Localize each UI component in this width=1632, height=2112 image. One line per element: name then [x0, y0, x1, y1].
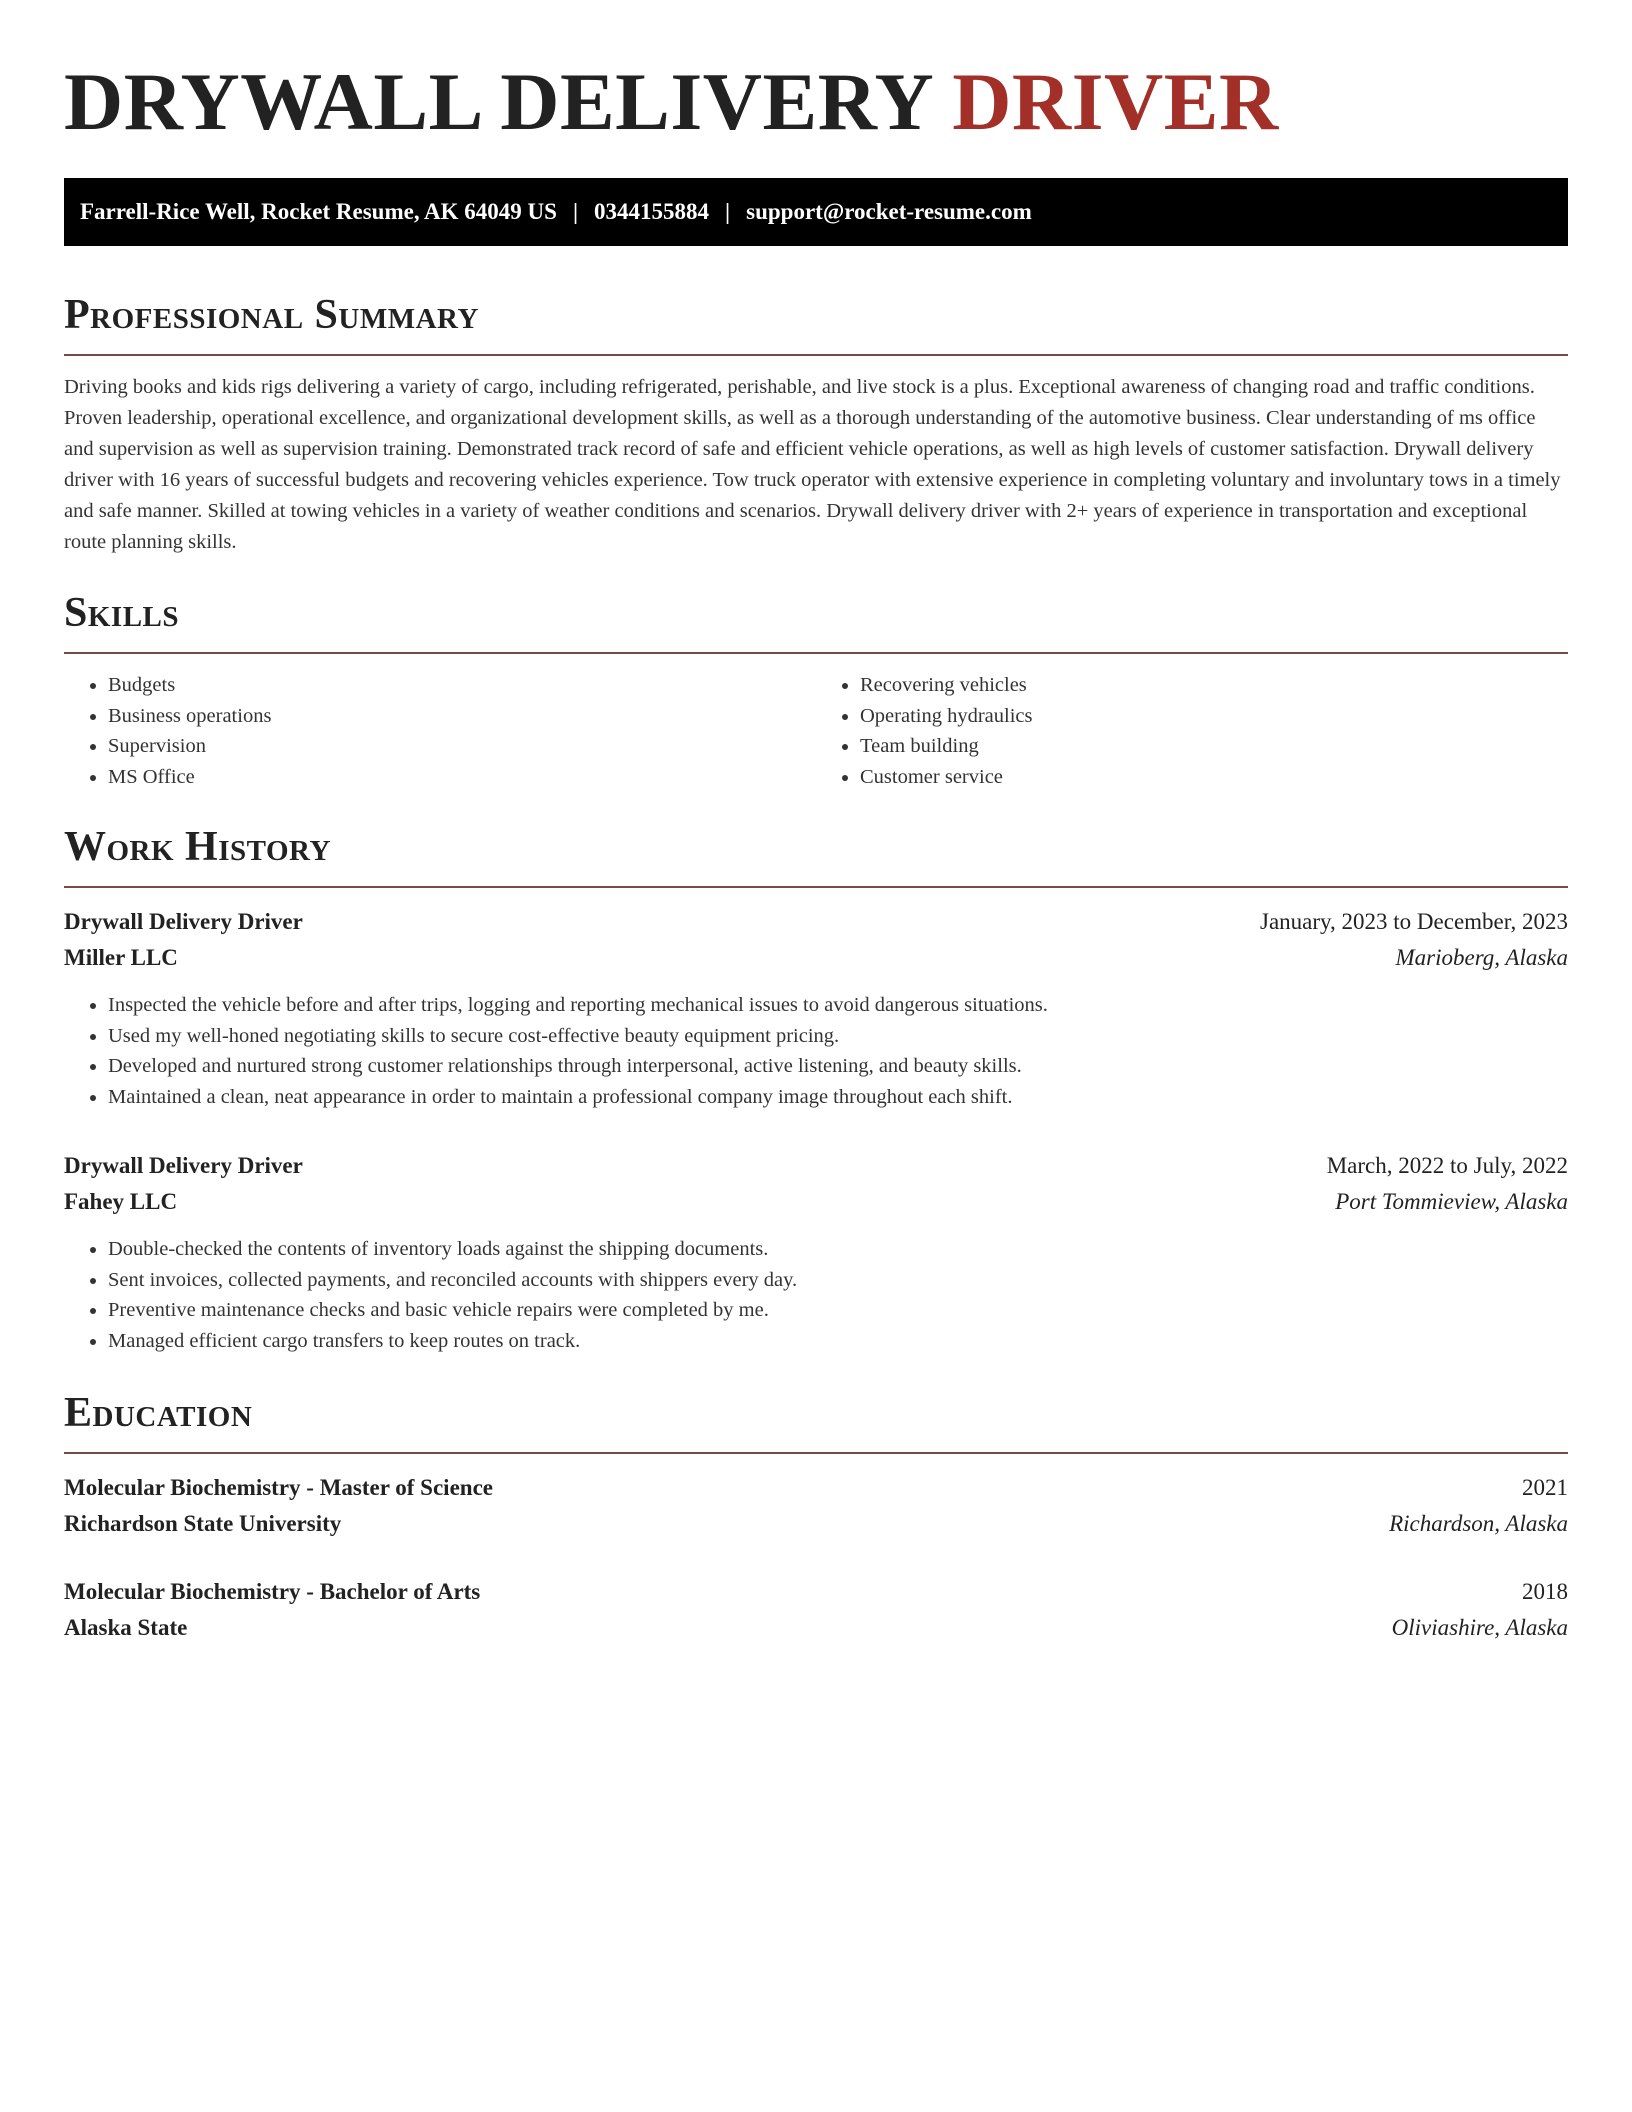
summary-text: Driving books and kids rigs delivering a variety of cargo, including refrigerated, perishable, and live stock is a plus. Exceptional awareness of changing road and traffic conditions. Proven leadership, operational excellence, and organizational development skills, as well as a thorough understanding of the automotive business. Clear understanding of ms office and supervision as well as supervision training. Demonstrated track record of safe and efficient vehicle operations, as well as high levels of customer satisfaction. Drywall delivery driver with 16 years of successful budgets and recovering vehicles experience. Tow truck operator with extensive experience in completing voluntary and involuntary tows in a timely and safe manner. Skilled at towing vehicles in a variety of weather conditions and scenarios. Drywall delivery driver with 2+ years of experience in transportation and exceptional route planning skills. — [64, 376, 1561, 553]
contact-address: Farrell-Rice Well, Rocket Resume, AK 64049 US — [80, 199, 557, 224]
job-bullet: • Preventive maintenance checks and basic vehicle repairs were completed by me. — [108, 1295, 1568, 1326]
education-location: Oliviashire, Alaska — [1391, 1615, 1568, 1640]
job-bullet: • Double-checked the contents of inventory loads against the shipping documents. — [108, 1234, 1568, 1265]
job-company: Fahey LLC — [64, 1189, 178, 1214]
education-entry — [64, 1470, 1568, 1542]
education-degree: Molecular Biochemistry - Master of Science — [64, 1475, 493, 1500]
job-dates: March, 2022 to July, 2022 — [1326, 1153, 1568, 1178]
contact-separator: | — [725, 199, 731, 224]
contact-separator: | — [572, 199, 579, 224]
job-header-row — [64, 1148, 1568, 1184]
skill-item: • Recovering vehicles — [860, 670, 1568, 701]
education-year: 2021 — [1522, 1475, 1568, 1500]
title-main: DRYWALL DELIVERY — [64, 56, 932, 147]
education-degree-row — [64, 1574, 1568, 1610]
job-bullets — [64, 990, 1568, 1112]
skills-list — [64, 670, 1568, 792]
summary-heading: Professional Summary — [64, 288, 1568, 356]
education-heading: Education — [64, 1386, 1568, 1454]
contact-email: support@rocket-resume.com — [746, 199, 1032, 224]
education-school-row — [64, 1506, 1568, 1542]
skills-column-left — [64, 670, 816, 792]
title-accent: DRIVER — [952, 56, 1279, 147]
job-location: Marioberg, Alaska — [1395, 945, 1568, 970]
skills-column-right — [816, 670, 1568, 792]
job-header-row — [64, 904, 1568, 940]
skills-heading: Skills — [64, 586, 1568, 654]
skill-item: • Customer service — [860, 762, 1568, 793]
job-bullet: • Used my well-honed negotiating skills to secure cost-effective beauty equipment pricing. — [108, 1021, 1568, 1052]
job-entry — [64, 1148, 1568, 1356]
job-title: Drywall Delivery Driver — [64, 909, 303, 934]
job-dates: January, 2023 to December, 2023 — [1260, 909, 1568, 934]
job-bullet: • Maintained a clean, neat appearance in order to maintain a professional company image throughout each shift. — [108, 1082, 1568, 1113]
skill-item: • MS Office — [108, 762, 816, 793]
education-school-row — [64, 1610, 1568, 1646]
job-entry — [64, 904, 1568, 1112]
resume-title — [64, 0, 1568, 152]
skill-item: • Supervision — [108, 731, 816, 762]
contact-bar — [64, 178, 1568, 246]
job-bullet: • Inspected the vehicle before and after trips, logging and reporting mechanical issues to avoid dangerous situations. — [108, 990, 1568, 1021]
contact-phone: 0344155884 — [594, 199, 710, 224]
education-location: Richardson, Alaska — [1389, 1511, 1568, 1536]
job-company-row — [64, 940, 1568, 976]
education-year: 2018 — [1522, 1579, 1568, 1604]
job-title: Drywall Delivery Driver — [64, 1153, 303, 1178]
education-degree: Molecular Biochemistry - Bachelor of Arts — [64, 1579, 481, 1604]
job-company-row — [64, 1184, 1568, 1220]
job-company: Miller LLC — [64, 945, 178, 970]
work-history-heading: Work History — [64, 820, 1568, 888]
skill-item: • Budgets — [108, 670, 816, 701]
education-school: Alaska State — [64, 1615, 188, 1640]
job-bullet: • Developed and nurtured strong customer relationships through interpersonal, active listening, and beauty skills. — [108, 1051, 1568, 1082]
education-entry — [64, 1574, 1568, 1646]
job-location: Port Tommieview, Alaska — [1335, 1189, 1568, 1214]
education-degree-row — [64, 1470, 1568, 1506]
skill-item: • Business operations — [108, 701, 816, 732]
job-bullet: • Sent invoices, collected payments, and reconciled accounts with shippers every day. — [108, 1265, 1568, 1296]
job-bullet: • Managed efficient cargo transfers to keep routes on track. — [108, 1326, 1568, 1357]
skill-item: • Operating hydraulics — [860, 701, 1568, 732]
skill-item: • Team building — [860, 731, 1568, 762]
education-school: Richardson State University — [64, 1511, 342, 1536]
job-bullets — [64, 1234, 1568, 1356]
